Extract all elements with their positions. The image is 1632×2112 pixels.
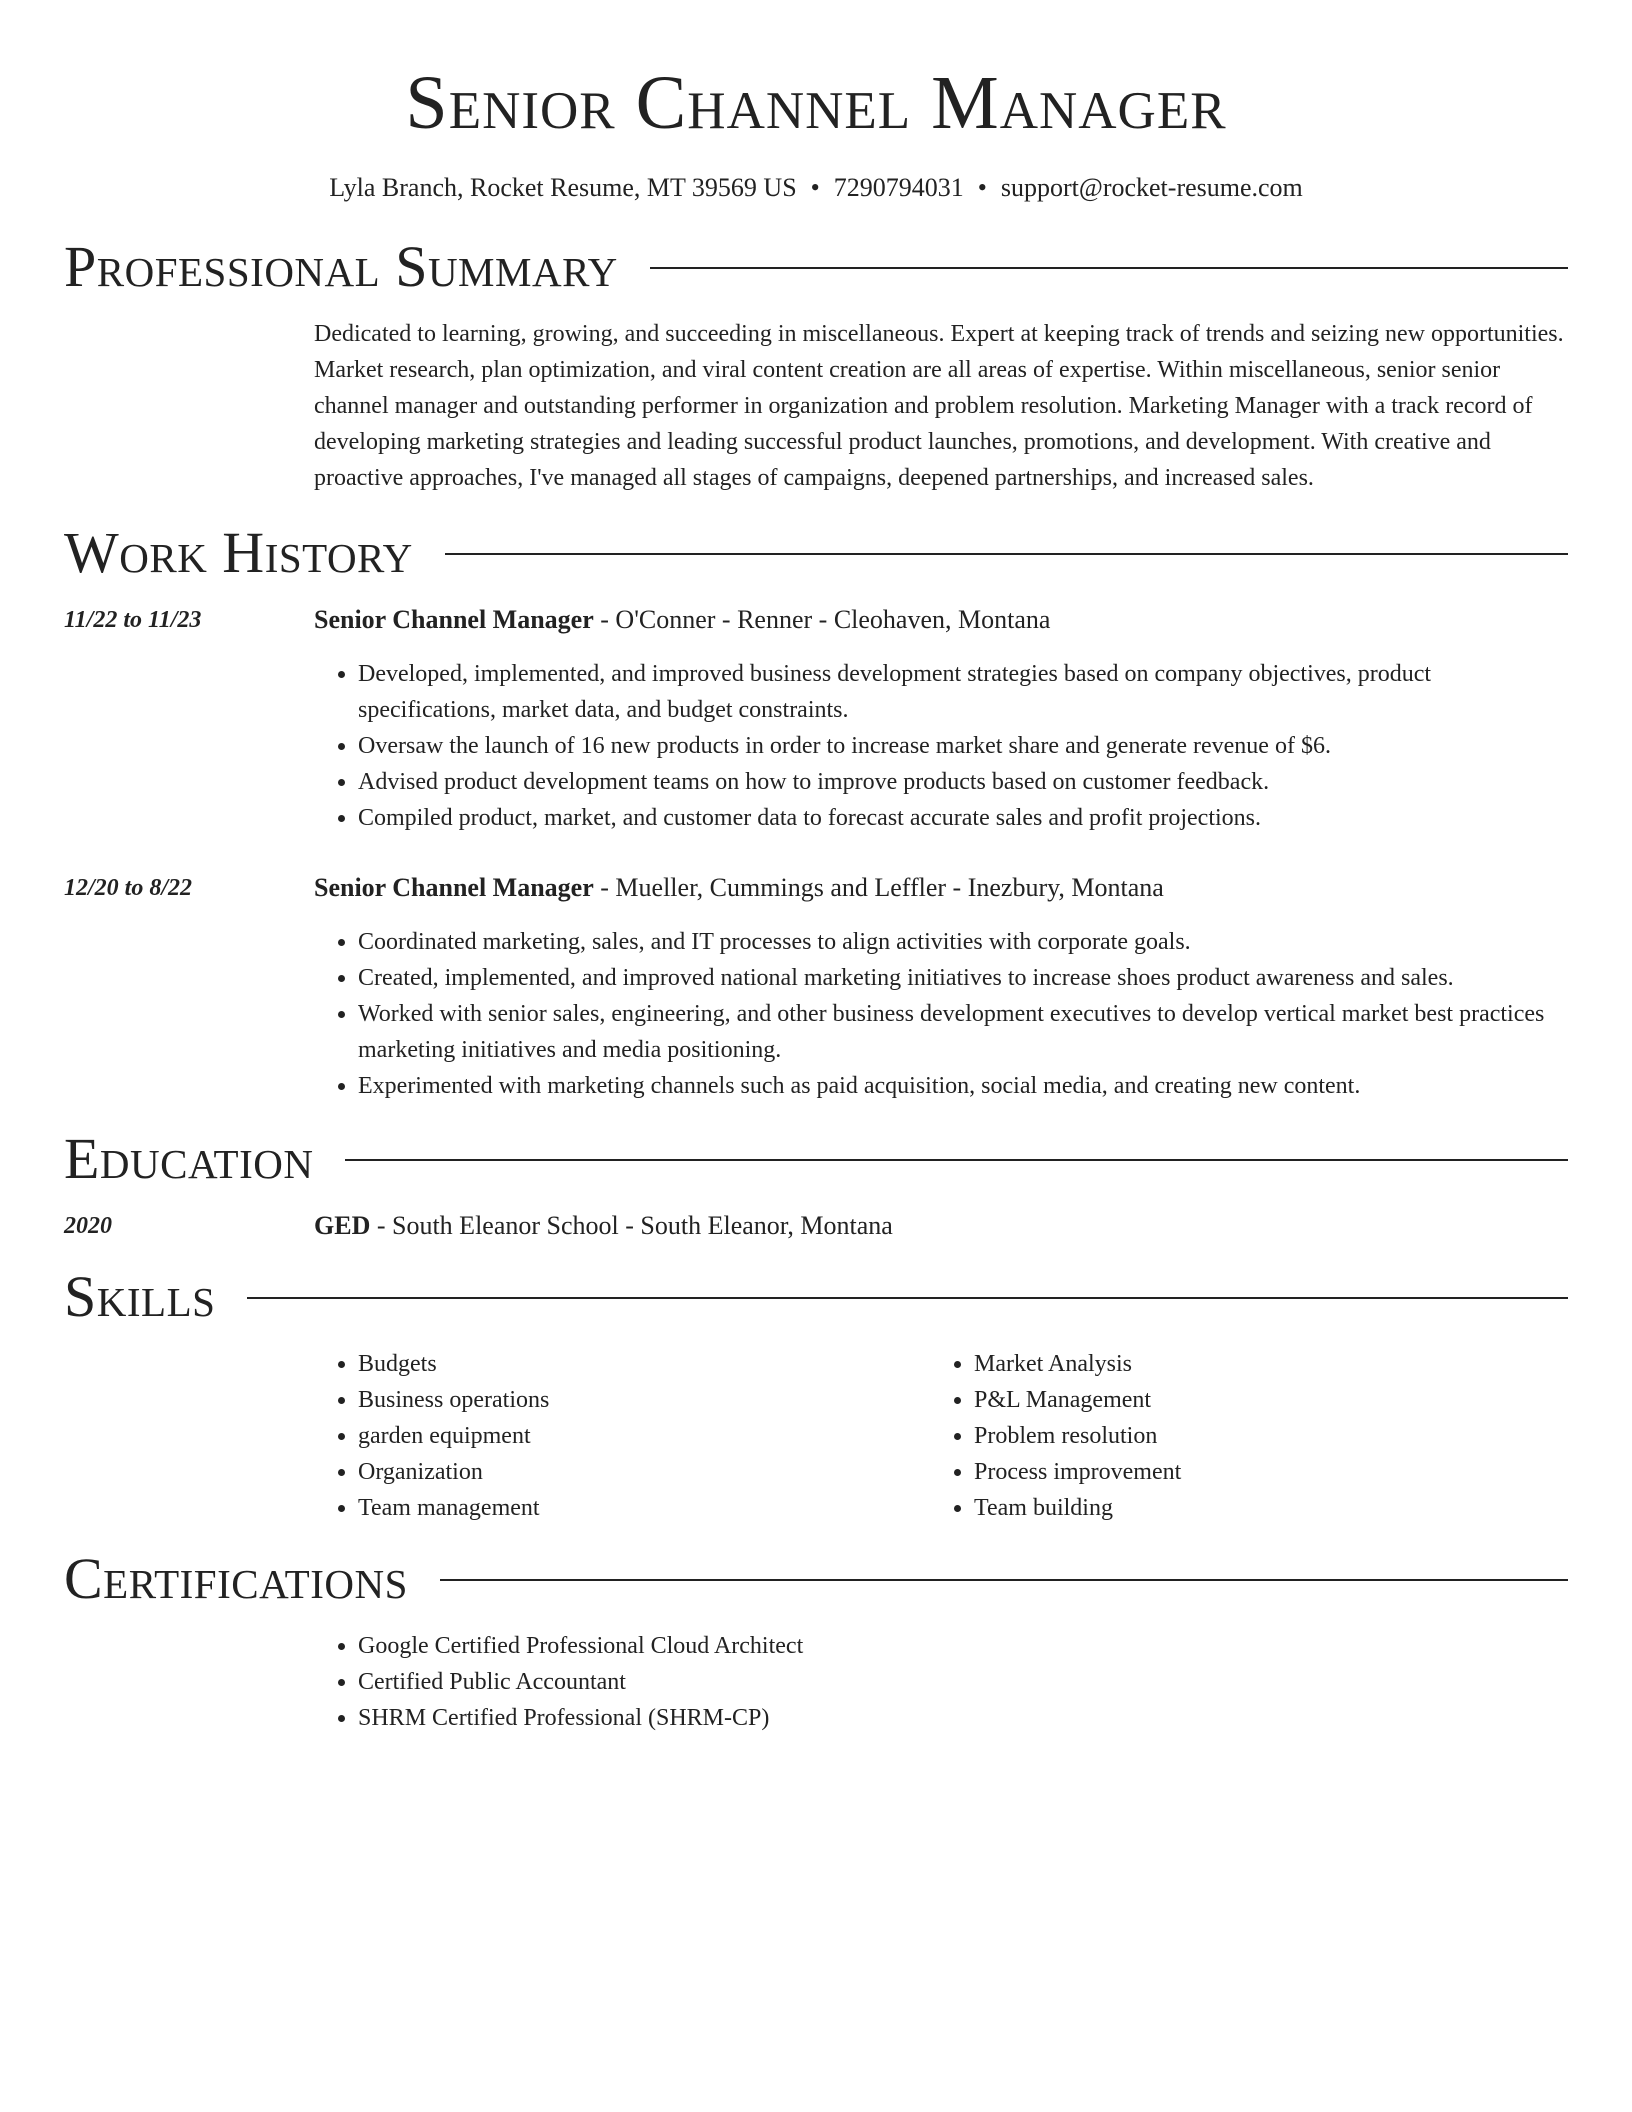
- skills-list-right: [930, 1346, 1546, 1526]
- contact-line: [64, 170, 1568, 206]
- list-item: • Developed, implemented, and improved business development strategies based on company objectives, product specifications, market data, and budget constraints.: [358, 656, 1568, 728]
- list-item: • Worked with senior sales, engineering, and other business development executives to develop vertical market best practices marketing initiatives and media positioning.: [358, 996, 1568, 1068]
- work-history-heading: Work History: [64, 520, 413, 585]
- list-item: • Compiled product, market, and customer data to forecast accurate sales and profit projections.: [358, 800, 1568, 836]
- contact-separator: •: [977, 173, 987, 202]
- job-entry: [64, 870, 1568, 1104]
- skill-item: • Team building: [974, 1490, 1546, 1526]
- job-company-location: - O'Conner - Renner - Cleohaven, Montana: [593, 605, 1051, 634]
- skills-columns: [314, 1346, 1568, 1526]
- certification-item: • SHRM Certified Professional (SHRM-CP): [358, 1700, 1568, 1736]
- education-details: [314, 1208, 1568, 1244]
- section-divider: [440, 1579, 1568, 1581]
- job-duties-list: [314, 924, 1568, 1104]
- work-history-section-header: [64, 520, 1568, 586]
- skills-row: [64, 1346, 1568, 1526]
- section-divider: [345, 1159, 1568, 1161]
- job-title: Senior Channel Manager: [314, 605, 594, 634]
- education-heading: Education: [64, 1126, 314, 1191]
- certifications-row: [64, 1628, 1568, 1736]
- skill-item: • Process improvement: [974, 1454, 1546, 1490]
- section-divider: [445, 553, 1568, 555]
- contact-phone: 7290794031: [833, 173, 964, 202]
- list-item: • Advised product development teams on how to improve products based on customer feedback.: [358, 764, 1568, 800]
- job-entry: [64, 602, 1568, 836]
- list-item: • Experimented with marketing channels such as paid acquisition, social media, and creating new content.: [358, 1068, 1568, 1104]
- skills-heading: Skills: [64, 1264, 216, 1329]
- skill-item: • Market Analysis: [974, 1346, 1546, 1382]
- certifications-list: [314, 1628, 1568, 1736]
- job-header: [314, 870, 1568, 906]
- contact-separator: •: [810, 173, 820, 202]
- certifications-section-header: [64, 1546, 1568, 1612]
- contact-address: Lyla Branch, Rocket Resume, MT 39569 US: [329, 173, 797, 202]
- skill-item: • Organization: [358, 1454, 930, 1490]
- skill-item: • Business operations: [358, 1382, 930, 1418]
- job-header: [314, 602, 1568, 638]
- education-section-header: [64, 1126, 1568, 1192]
- summary-section-header: [64, 234, 1568, 300]
- job-title: Senior Channel Manager: [314, 873, 594, 902]
- skill-item: • P&L Management: [974, 1382, 1546, 1418]
- education-entry: [64, 1208, 1568, 1244]
- list-item: • Created, implemented, and improved national marketing initiatives to increase shoes product awareness and sales.: [358, 960, 1568, 996]
- skill-item: • garden equipment: [358, 1418, 930, 1454]
- certification-item: • Certified Public Accountant: [358, 1664, 1568, 1700]
- list-item: • Coordinated marketing, sales, and IT processes to align activities with corporate goals.: [358, 924, 1568, 960]
- job-dates: 11/22 to 11/23: [64, 607, 202, 633]
- summary-heading: Professional Summary: [64, 234, 618, 299]
- skill-item: • Budgets: [358, 1346, 930, 1382]
- list-item: • Oversaw the launch of 16 new products in order to increase market share and generate revenue of $6.: [358, 728, 1568, 764]
- summary-text: Dedicated to learning, growing, and succeeding in miscellaneous. Expert at keeping track of trends and seizing new opportunities. Market research, plan optimization, and viral content creation are all areas of expertise. Within miscellaneous, senior senior channel manager and outstanding performer in organization and problem resolution. Marketing Manager with a track record of developing marketing strategies and leading successful product launches, promotions, and development. With creative and proactive approaches, I've managed all stages of campaigns, deepened partnerships, and increased sales.: [314, 321, 1564, 491]
- skill-item: • Team management: [358, 1490, 930, 1526]
- skills-list-left: [314, 1346, 930, 1526]
- job-dates: 12/20 to 8/22: [64, 875, 193, 901]
- contact-email: support@rocket-resume.com: [1000, 173, 1303, 202]
- section-divider: [650, 267, 1568, 269]
- summary-row: [64, 316, 1568, 496]
- skills-section-header: [64, 1264, 1568, 1330]
- section-divider: [247, 1297, 1568, 1299]
- resume-title: Senior Channel Manager: [405, 61, 1227, 145]
- certification-item: • Google Certified Professional Cloud Architect: [358, 1628, 1568, 1664]
- job-duties-list: [314, 656, 1568, 836]
- education-degree: GED: [314, 1211, 371, 1240]
- education-year: 2020: [64, 1213, 112, 1239]
- job-company-location: - Mueller, Cummings and Leffler - Inezbury, Montana: [593, 873, 1164, 902]
- skill-item: • Problem resolution: [974, 1418, 1546, 1454]
- education-school-location: - South Eleanor School - South Eleanor, Montana: [370, 1211, 893, 1240]
- certifications-heading: Certifications: [64, 1546, 408, 1611]
